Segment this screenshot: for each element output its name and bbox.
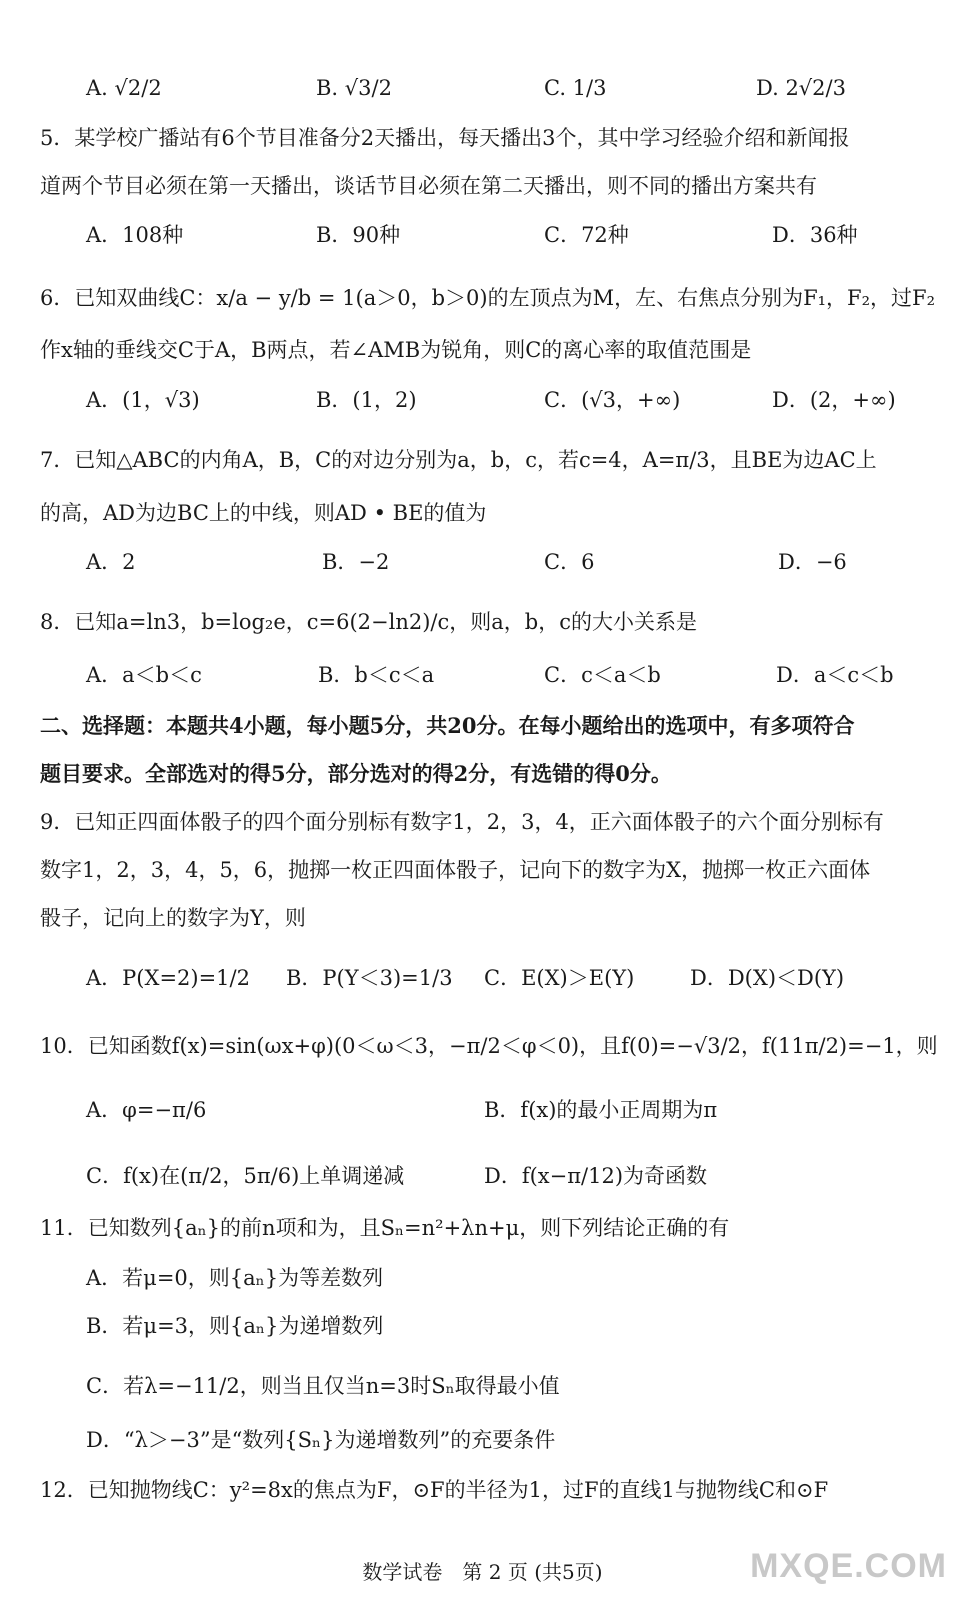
- q4-option-c: C. 1/3: [544, 76, 607, 100]
- q9-stem-line3: 骰子，记向上的数字为Y，则: [40, 906, 306, 930]
- q7-option-c: C．6: [544, 550, 595, 574]
- q9-stem-line2: 数字1，2，3，4，5，6，抛掷一枚正四面体骰子，记向下的数字为X，抛掷一枚正六面体: [40, 858, 871, 882]
- q10-option-b: B．f(x)的最小正周期为π: [484, 1098, 718, 1122]
- q8-option-a: A．a＜b＜c: [86, 663, 202, 687]
- q5-option-a: A．108种: [86, 223, 184, 247]
- section2-heading-line2: 题目要求。全部选对的得5分，部分选对的得2分，有选错的得0分。: [40, 761, 672, 786]
- q7-stem-line1: 7．已知△ABC的内角A，B，C的对边分别为a，b，c，若c=4，A=π/3，且BE为边AC上: [40, 448, 877, 472]
- q12-stem-line1: 12．已知抛物线C：y²=8x的焦点为F，⊙F的半径为1，过F的直线1与抛物线C和⊙F: [40, 1478, 829, 1502]
- q6-option-a: A．(1，√3): [86, 388, 200, 412]
- q7-option-a: A．2: [86, 550, 136, 574]
- q9-option-d: D．D(X)＜D(Y): [690, 966, 845, 990]
- q10-option-d: D．f(x−π/12)为奇函数: [484, 1164, 708, 1188]
- q5-option-d: D．36种: [772, 223, 858, 247]
- q6-option-d: D．(2，+∞): [772, 388, 896, 412]
- q4-option-d: D. 2√2/3: [756, 76, 846, 100]
- q5-option-c: C．72种: [544, 223, 629, 247]
- q11-option-b: B．若μ=3，则{aₙ}为递增数列: [86, 1314, 384, 1338]
- q11-option-a: A．若μ=0，则{aₙ}为等差数列: [86, 1266, 384, 1290]
- q4-option-b: B. √3/2: [316, 76, 392, 100]
- section2-heading-line1: 二、选择题：本题共4小题，每小题5分，共20分。在每小题给出的选项中，有多项符合: [40, 713, 855, 738]
- q11-option-d: D．“λ＞−3”是“数列{Sₙ}为递增数列”的充要条件: [86, 1428, 556, 1452]
- q10-stem-line1: 10．已知函数f(x)=sin(ωx+φ)(0＜ω＜3，−π/2＜φ＜0)，且f(0)=−√3/2，f(11π/2)=−1，则: [40, 1034, 938, 1058]
- q6-stem-line1: 6．已知双曲线C：x/a − y/b = 1(a＞0，b＞0)的左顶点为M，左、右焦点分别为F₁，F₂，过F₂: [40, 286, 936, 310]
- q5-stem-line1: 5．某学校广播站有6个节目准备分2天播出，每天播出3个，其中学习经验介绍和新闻报: [40, 126, 850, 150]
- q10-option-c: C．f(x)在(π/2，5π/6)上单调递减: [86, 1164, 405, 1188]
- q11-stem-line1: 11．已知数列{aₙ}的前n项和为，且Sₙ=n²+λn+μ，则下列结论正确的有: [40, 1216, 730, 1240]
- q9-option-a: A．P(X=2)=1/2: [86, 966, 250, 990]
- q8-option-b: B．b＜c＜a: [318, 663, 435, 687]
- q5-option-b: B．90种: [316, 223, 401, 247]
- q8-option-d: D．a＜c＜b: [776, 663, 894, 687]
- q6-option-b: B．(1，2): [316, 388, 417, 412]
- q6-option-c: C．(√3，+∞): [544, 388, 681, 412]
- q9-stem-line1: 9．已知正四面体骰子的四个面分别标有数字1，2，3，4，正六面体骰子的六个面分别标有: [40, 810, 884, 834]
- q11-option-c: C．若λ=−11/2，则当且仅当n=3时Sₙ取得最小值: [86, 1374, 560, 1398]
- q4-option-a: A. √2/2: [86, 76, 162, 100]
- watermark-logo: MXQE.COM: [750, 1547, 947, 1585]
- q8-option-c: C．c＜a＜b: [544, 663, 661, 687]
- page-footer: 数学试卷 第 2 页 (共5页): [362, 1560, 603, 1584]
- q8-stem-line1: 8．已知a=ln3，b=log₂e，c=6(2−ln2)/c，则a，b，c的大小关系是: [40, 610, 697, 634]
- q10-option-a: A．φ=−π/6: [86, 1098, 207, 1122]
- q7-option-d: D．−6: [778, 550, 847, 574]
- q7-stem-line2: 的高，AD为边BC上的中线，则AD • BE的值为: [40, 501, 487, 525]
- q9-option-c: C．E(X)＞E(Y): [484, 966, 635, 990]
- q9-option-b: B．P(Y＜3)=1/3: [286, 966, 453, 990]
- q6-stem-line2: 作x轴的垂线交C于A，B两点，若∠AMB为锐角，则C的离心率的取值范围是: [40, 338, 752, 362]
- q7-option-b: B．−2: [322, 550, 390, 574]
- q5-stem-line2: 道两个节目必须在第一天播出，谈话节目必须在第二天播出，则不同的播出方案共有: [40, 174, 817, 198]
